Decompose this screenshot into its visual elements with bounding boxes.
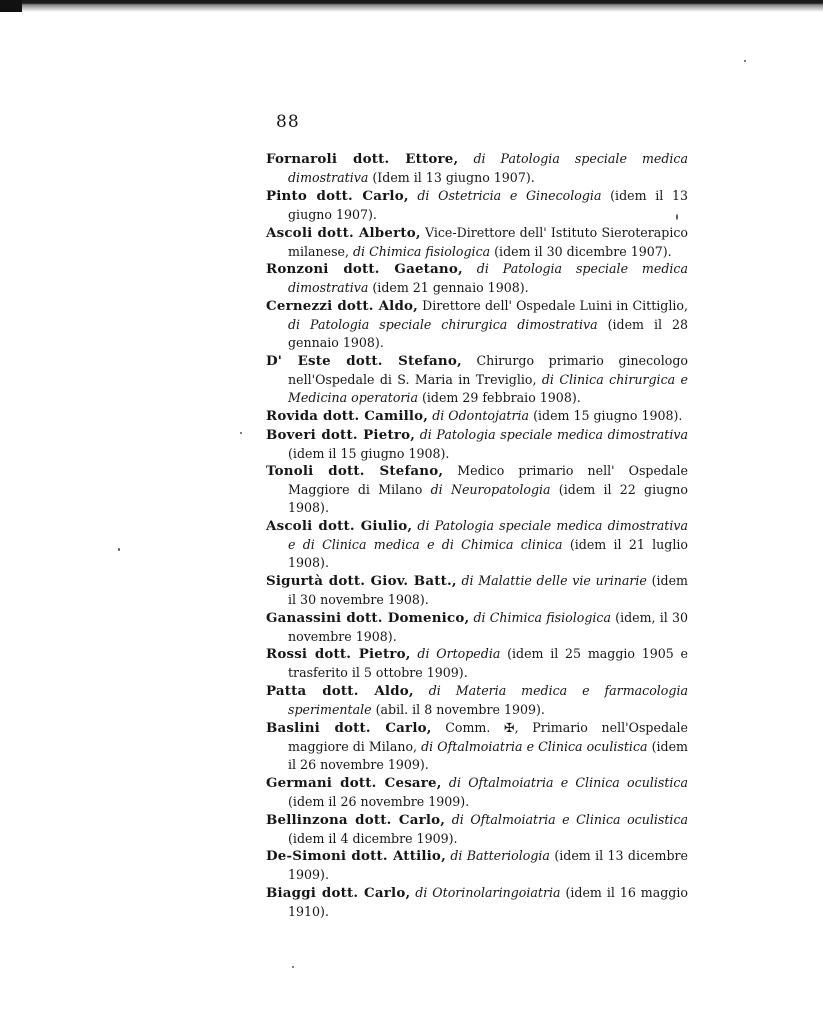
scan-speck [118,548,120,551]
entry-name: Tonoli dott. Stefano, [266,463,444,480]
entry-detail: (idem il 25 maggio 1905 e trasferito il 5 ottobre 1909). [288,646,688,681]
list-item [266,260,688,297]
entry-subject: di Chimica fisiologica [473,609,611,625]
entry-detail: (idem il 13 giugno 1907). [288,187,688,222]
list-item [266,609,688,646]
entry-detail: Chirurgo primario ginecologo nell'Ospedale di S. Maria in Treviglio, [288,352,689,387]
list-item [266,150,688,187]
entry-name: Rovida dott. Camillo, [266,407,429,424]
list-item [266,297,688,352]
entry-name: Rossi dott. Pietro, [266,646,411,663]
entry-subject: di Patologia speciale medica dimostrativa [288,151,688,185]
list-item [266,224,688,261]
entry-subject: di Neuropatologia [430,482,551,498]
entry-subject: di Materia medica e farmacologia sperimentale [288,683,688,718]
list-item [266,572,688,609]
entry-name: Ronzoni dott. Gaetano, [266,261,463,278]
entry-subject: di Batteriologia [450,848,550,864]
entry-detail: (idem il 13 dicembre 1909). [288,848,688,883]
scan-speck [292,966,294,968]
entry-detail: (idem il 15 giugno 1908). [288,445,450,461]
entry-detail: (Idem il 13 giugno 1907). [368,169,535,185]
list-item [266,811,688,848]
entry-detail: (idem, il 30 novembre 1908). [288,609,688,644]
entry-subject: di Odontojatria [432,407,530,423]
entry-detail [442,775,449,790]
scan-top-edge [0,0,823,14]
entry-subject: di Patologia speciale medica dimostrativa [419,426,688,442]
entry-subject: di Oftalmoiatria e Clinica oculistica [448,774,688,790]
entry-name: Bellinzona dott. Carlo, [266,811,446,828]
scan-speck [240,432,242,434]
entry-subject: di Otorinolaringoiatria [415,885,561,901]
entry-subject: di Ortopedia [417,646,501,662]
entry-detail: (idem il 22 giugno 1908). [288,482,688,516]
entry-subject: di Oftalmoiatria e Clinica oculistica [451,811,688,827]
entry-detail: (idem il 26 novembre 1909). [288,793,470,809]
list-item [266,719,688,774]
entry-detail: (idem il 26 novembre 1909). [288,739,689,772]
entry-name: Ganassini dott. Domenico, [266,609,470,626]
entry-detail: (idem il 30 novembre 1908). [288,572,688,607]
entry-name: Cernezzi dott. Aldo, [266,298,419,315]
entry-detail [458,151,473,166]
list-item [266,774,688,811]
entry-detail [414,683,429,698]
scan-corner-mark [0,0,22,12]
entry-detail: (idem il 28 gennaio 1908). [288,317,688,351]
entry-subject: di Patologia speciale chirurgica dimostrativa [288,317,598,333]
list-item [266,645,688,682]
page-number: 88 [276,112,300,132]
list-item [266,884,688,921]
entry-subject: di Malattie delle vie urinarie [461,572,647,588]
entry-name: Fornaroli dott. Ettore, [266,151,459,167]
entry-name: D' Este dott. Stefano, [266,352,462,369]
entry-name: Biaggi dott. Carlo, [266,885,411,902]
entry-name: Baslini dott. Carlo, [266,720,432,737]
entry-name: Boveri dott. Pietro, [266,426,416,443]
entry-name: Ascoli dott. Alberto, [266,224,421,241]
list-item [266,426,688,463]
entry-name: Patta dott. Aldo, [266,683,414,700]
entry-name: Germani dott. Cesare, [266,774,442,791]
scan-speck [676,214,678,220]
entry-name: Pinto dott. Carlo, [266,187,409,204]
entry-list [266,150,688,921]
entry-name: De-Simoni dott. Attilio, [266,848,446,865]
entry-subject: di Patologia speciale medica dimostrativa [288,261,688,296]
entry-detail: (abil. il 8 novembre 1909). [371,702,545,718]
list-item [266,407,688,426]
entry-detail: Medico primario nell' Ospedale Maggiore di Milano [288,463,688,498]
entry-name: Sigurtà dott. Giov. Batt., [266,572,457,589]
entry-detail: (idem 29 febbraio 1908). [417,389,581,405]
entry-subject: di Chimica fisiologica [353,243,491,259]
scan-speck [744,60,746,62]
entry-detail: (idem il 21 luglio 1908). [288,537,688,570]
list-item [266,462,688,517]
list-item [266,352,688,407]
entry-detail: (idem il 30 dicembre 1907). [490,243,672,259]
entry-detail: (idem 15 giugno 1908). [529,407,683,423]
entry-detail [463,261,477,276]
entry-subject: di Oftalmoiatria e Clinica oculistica [421,739,648,754]
entry-subject: di Patologia speciale medica dimostrativa e di Clinica medica e di Chimica clinica [288,518,688,553]
entry-name: Ascoli dott. Giulio, [266,518,413,535]
entry-detail: Vice-Direttore dell' Istituto Sieroterapico milanese, [288,224,688,259]
list-item [266,517,688,572]
entry-detail: Comm. ✠, Primario nell'Ospedale maggiore di Milano, [288,720,688,754]
entry-subject: di Ostetricia e Ginecologia [417,187,602,203]
list-item [266,847,688,884]
list-item [266,682,688,719]
entry-subject: di Clinica chirurgica e Medicina operatoria [288,371,688,405]
entry-detail: (idem il 16 maggio 1910). [288,885,688,920]
list-item [266,187,688,224]
entry-detail: Direttore dell' Ospedale Luini in Cittiglio, [418,298,688,314]
entry-detail: (idem il 4 dicembre 1909). [288,830,458,846]
entry-detail: (idem 21 gennaio 1908). [368,280,529,296]
